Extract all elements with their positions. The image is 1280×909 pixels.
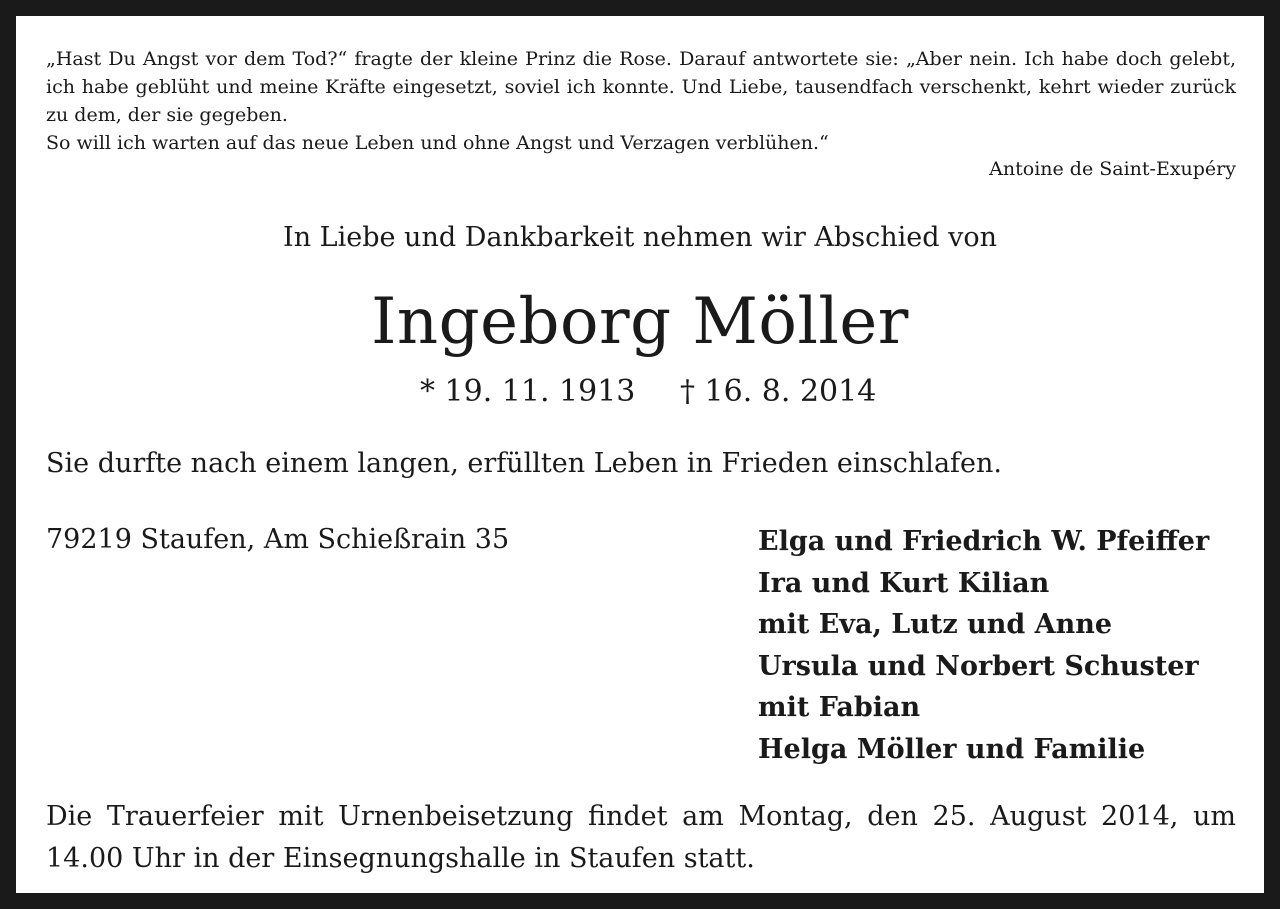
quote-block bbox=[46, 45, 1236, 157]
mourner-line: mit Fabian bbox=[758, 692, 921, 724]
mourners-list bbox=[758, 521, 1209, 771]
mourner-line: Elga und Friedrich W. Pfeiffer bbox=[758, 526, 1210, 557]
mourner-line: mit Eva, Lutz und Anne bbox=[758, 609, 1113, 641]
mourner-line: Ira und Kurt Kilian bbox=[758, 567, 1050, 599]
death-date: † 16. 8. 2014 bbox=[680, 374, 877, 409]
funeral-ceremony-info: Die Trauerfeier mit Urnenbeisetzung findet am Montag, den 25. August 2014, um 14.00 Uhr in der Einsegnungshalle in Staufen statt. bbox=[46, 801, 1236, 874]
quote-last-line: So will ich warten auf das neue Leben und ohne Angst und Verzagen verblühen.“ bbox=[46, 132, 829, 154]
mourner-line: Ursula und Norbert Schuster bbox=[758, 650, 1199, 682]
peaceful-statement: Sie durfte nach einem langen, erfüllten Leben in Frieden einschlafen. bbox=[46, 448, 1002, 479]
deceased-name: Ingeborg Möller bbox=[371, 285, 909, 359]
family-address: 79219 Staufen, Am Schießrain 35 bbox=[46, 524, 510, 555]
farewell-intro: In Liebe und Dankbarkeit nehmen wir Abschied von bbox=[283, 222, 997, 253]
obituary-notice bbox=[16, 16, 1264, 893]
birth-date: * 19. 11. 1913 bbox=[420, 374, 636, 409]
quote-paragraph: „Hast Du Angst vor dem Tod?“ fragte der kleine Prinz die Rose. Darauf antwortete sie: „Aber nein. Ich habe doch gelebt, ich habe geblüht und meine Kräfte eingesetzt, soviel ich konnte. Und Liebe, tausendfach verschenkt, kehrt wieder zurück zu dem, der sie gegeben. bbox=[46, 48, 1236, 126]
quote-author: Antoine de Saint-Exupéry bbox=[989, 158, 1236, 180]
mourner-line: Helga Möller und Familie bbox=[758, 733, 1146, 765]
